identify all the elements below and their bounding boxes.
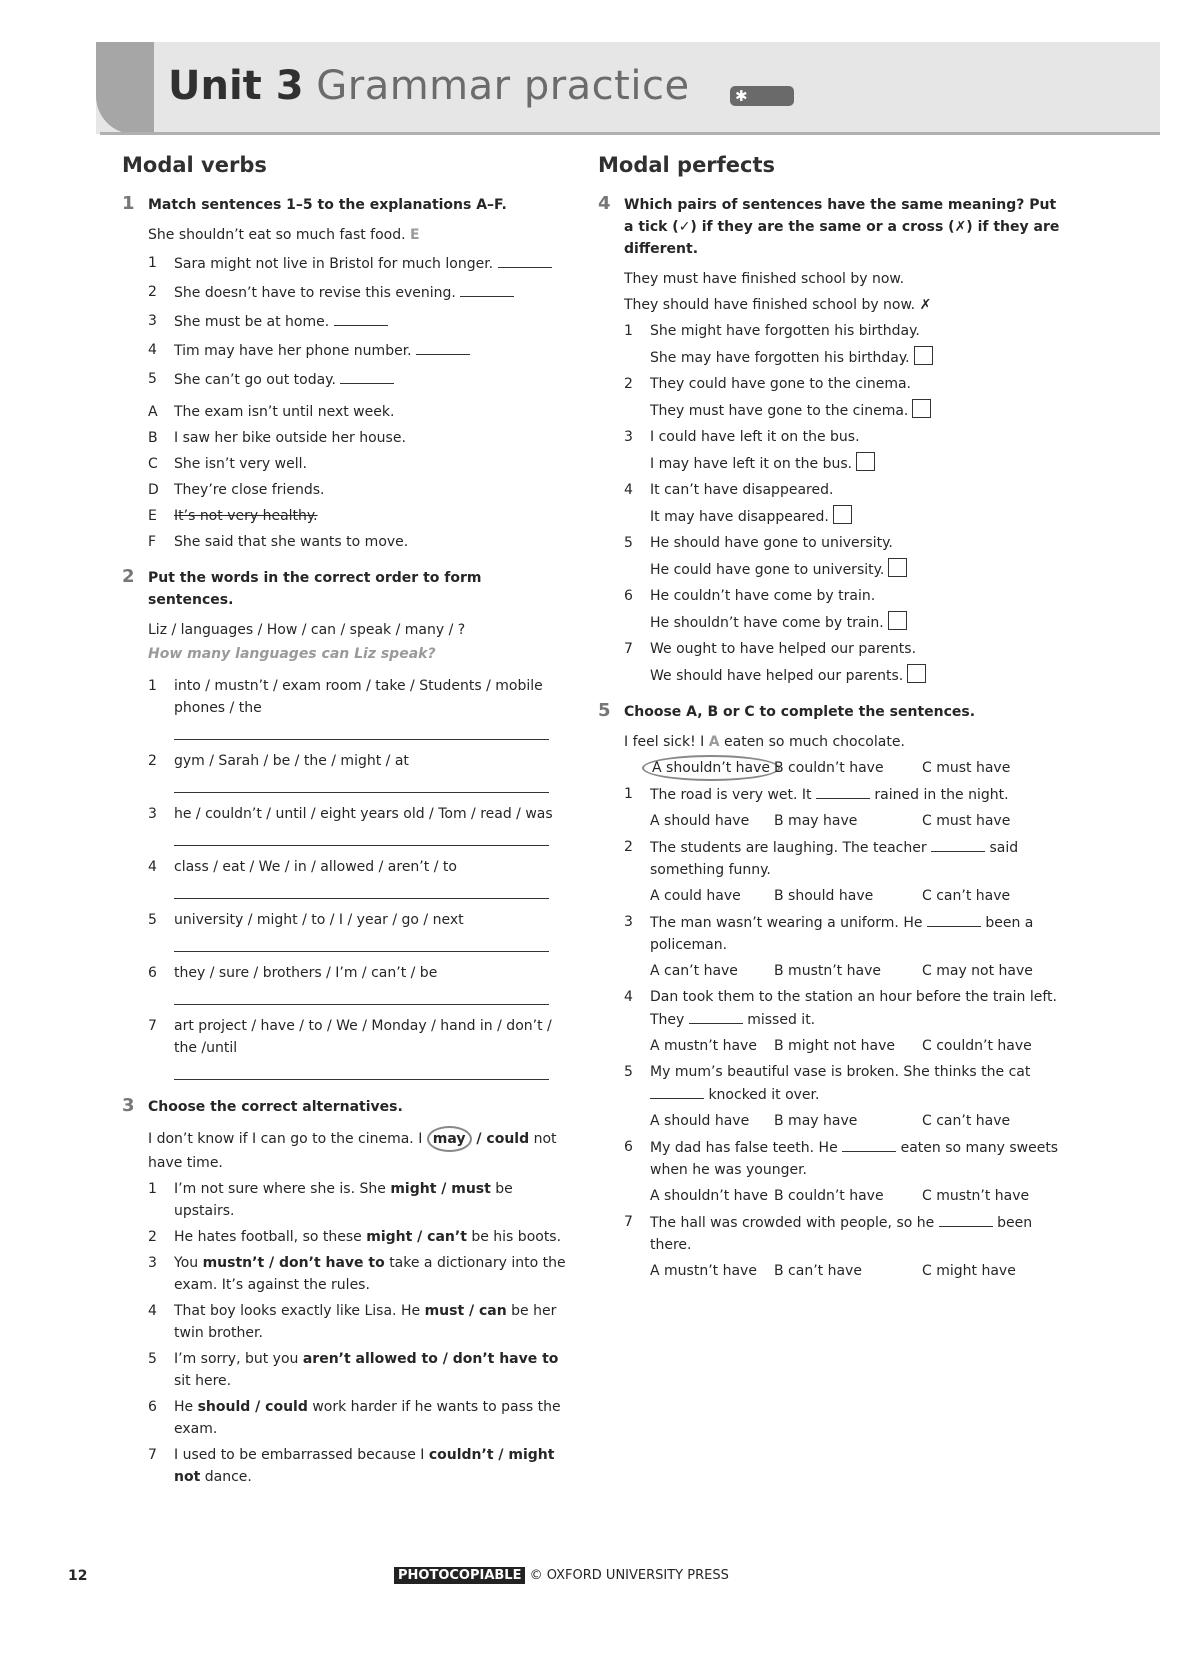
answer-line[interactable] (174, 780, 549, 793)
answer-blank[interactable] (498, 252, 552, 268)
list-item (598, 638, 1068, 660)
list-item (122, 1396, 566, 1440)
item-text: We should have helped our parents. (650, 668, 904, 684)
option-c[interactable]: C might have (922, 1263, 1016, 1279)
item-text: They’re close friends. (174, 482, 325, 498)
item-number: 7 (624, 641, 633, 657)
answer-line[interactable] (174, 886, 549, 899)
option-a[interactable]: A could have (650, 888, 741, 904)
answer-line[interactable] (174, 939, 549, 952)
option-a[interactable]: A shouldn’t have (650, 1188, 769, 1204)
exercise-3-instruction: 3 Choose the correct alternatives. (122, 1095, 403, 1116)
right-column (598, 146, 1068, 1282)
explanation-item (122, 531, 566, 553)
item-text: Sara might not live in Bristol for much longer. (174, 256, 494, 272)
explanation-item (122, 505, 566, 527)
item-text: I may have left it on the bus. (650, 456, 853, 472)
item-number: 4 (624, 989, 633, 1005)
exercise-number: 5 (598, 700, 611, 721)
list-item (598, 479, 1068, 501)
exercise-number: 1 (122, 193, 135, 214)
item-text: be her twin brother. (174, 1303, 557, 1341)
item-number: 2 (148, 1229, 157, 1245)
item-text: My dad has false teeth. He (650, 1140, 838, 1156)
item-number: 4 (148, 1303, 157, 1319)
list-item (122, 1444, 566, 1488)
checkbox[interactable] (856, 452, 875, 471)
list-item (598, 836, 1068, 881)
item-text: been a policeman. (650, 915, 1034, 953)
page-number: 12 (68, 1568, 88, 1584)
left-column (122, 146, 566, 1488)
exercise-3-example: I don’t know if I can go to the cinema. I may / could not have time. (122, 1126, 566, 1174)
star-icon: ✱ (735, 87, 748, 105)
item-text: eaten so many sweets when he was younger. (650, 1140, 1059, 1178)
exercise-2-example-answer: How many languages can Liz speak? (148, 646, 436, 662)
list-item (122, 1300, 566, 1344)
item-number: 3 (624, 429, 633, 445)
option-c[interactable]: C must have (922, 813, 1011, 829)
option-c[interactable]: C may not have (922, 963, 1033, 979)
exercise-5 (598, 701, 1068, 1282)
alternatives[interactable]: aren’t allowed to / don’t have to (302, 1351, 559, 1367)
option-c[interactable]: C must have (922, 760, 1011, 776)
item-text: he / couldn’t / until / eight years old / Tom / read / was (174, 806, 553, 822)
exercise-5-example: I feel sick! I A eaten so much chocolate. (624, 734, 905, 750)
answer-blank[interactable] (689, 1008, 743, 1024)
item-text: They could have gone to the cinema. (650, 376, 911, 392)
option-a[interactable]: A can’t have (650, 963, 738, 979)
answer-blank[interactable] (340, 368, 394, 384)
item-text: work harder if he wants to pass the exam. (174, 1399, 561, 1437)
item-text: You (174, 1255, 199, 1271)
option-c[interactable]: C mustn’t have (922, 1188, 1030, 1204)
answer-blank[interactable] (939, 1211, 993, 1227)
item-number: 4 (624, 482, 633, 498)
option-b[interactable]: B can’t have (774, 1263, 862, 1279)
answer-line[interactable] (174, 1067, 549, 1080)
alternatives[interactable]: couldn’t / might not (174, 1447, 555, 1485)
exercise-number: 3 (122, 1095, 135, 1116)
exercise-1-instruction: 1 Match sentences 1–5 to the explanations A–F. (122, 193, 507, 214)
item-number: F (148, 534, 157, 550)
item-text: I’m not sure where she is. She (174, 1181, 386, 1197)
item-number: 1 (148, 255, 157, 271)
item-number: 1 (624, 786, 633, 802)
item-number: 6 (624, 1139, 633, 1155)
option-b[interactable]: B mustn’t have (774, 963, 881, 979)
explanation-item (122, 453, 566, 475)
item-text: Dan took them to the station an hour before the train left. They (650, 989, 1057, 1028)
item-text: It may have disappeared. (650, 509, 829, 525)
options-row (598, 960, 1068, 982)
list-item (122, 675, 566, 719)
item-text: I saw her bike outside her house. (174, 430, 406, 446)
item-text: Tim may have her phone number. (174, 343, 412, 359)
answer-blank[interactable] (842, 1136, 896, 1152)
options-row (598, 1260, 1068, 1282)
photocopiable-label: PHOTOCOPIABLE (394, 1567, 525, 1584)
item-number: 5 (624, 1064, 633, 1080)
list-item (122, 962, 566, 984)
option-a-circled[interactable]: A shouldn’t have (642, 755, 780, 781)
exercise-5-instruction: 5 Choose A, B or C to complete the sentences. (598, 700, 976, 721)
alternatives[interactable]: might / must (390, 1181, 491, 1197)
answer-blank[interactable] (460, 281, 514, 297)
list-item (122, 1178, 566, 1222)
item-number: 7 (624, 1214, 633, 1230)
options-row (598, 810, 1068, 832)
item-number: 1 (624, 323, 633, 339)
item-number: 1 (148, 1181, 157, 1197)
item-text: She might have forgotten his birthday. (650, 323, 920, 339)
explanation-item (122, 401, 566, 423)
item-text: be upstairs. (174, 1181, 513, 1219)
item-text: He (174, 1399, 194, 1415)
item-text: He should have gone to university. (650, 535, 893, 551)
explanation-item (122, 427, 566, 449)
item-number: 2 (148, 753, 157, 769)
item-text: He shouldn’t have come by train. (650, 615, 884, 631)
options-row (598, 1035, 1068, 1057)
item-text: they / sure / brothers / I’m / can’t / be (174, 965, 438, 981)
item-text: She isn’t very well. (174, 456, 307, 472)
answer-blank[interactable] (931, 836, 985, 852)
exercise-4-instruction: 4 Which pairs of sentences have the same meaning? Put a tick (✓) if they are the same or a cross (✗) if they are different. (598, 193, 1060, 257)
checkbox[interactable] (907, 664, 926, 683)
item-number: 7 (148, 1447, 157, 1463)
section-title-modal-verbs: Modal verbs (122, 153, 267, 177)
exercise-2-instruction: 2 Put the words in the correct order to form sentences. (122, 566, 482, 608)
item-number: 5 (148, 912, 157, 928)
exercise-3 (122, 1096, 566, 1488)
item-number: 6 (148, 965, 157, 981)
list-item (122, 252, 566, 275)
item-text: university / might / to / I / year / go / next (174, 912, 464, 928)
item-text: He couldn’t have come by train. (650, 588, 876, 604)
item-number: 5 (148, 371, 157, 387)
item-text: I used to be embarrassed because I (174, 1447, 425, 1463)
item-text: The road is very wet. It (650, 787, 812, 803)
option-b[interactable]: B might not have (774, 1038, 896, 1054)
list-item (122, 310, 566, 333)
list-item (122, 750, 566, 772)
list-item (598, 585, 1068, 607)
item-number: 1 (148, 678, 157, 694)
item-number: 2 (624, 376, 633, 392)
list-item-b (598, 505, 1068, 528)
list-item (598, 320, 1068, 342)
options-row (598, 1110, 1068, 1132)
alternatives[interactable]: might / can’t (366, 1229, 467, 1245)
list-item (598, 426, 1068, 448)
answer-blank[interactable] (334, 310, 388, 326)
section-title-modal-perfects: Modal perfects (598, 153, 776, 177)
item-text: That boy looks exactly like Lisa. He (174, 1303, 421, 1319)
item-number: 2 (148, 284, 157, 300)
list-item (598, 986, 1068, 1031)
item-text: dance. (204, 1469, 252, 1485)
footer-copyright: PHOTOCOPIABLE © OXFORD UNIVERSITY PRESS (394, 1568, 729, 1583)
list-item (122, 281, 566, 304)
list-item (122, 856, 566, 878)
option-b[interactable]: B couldn’t have (774, 760, 884, 776)
item-number: A (148, 404, 158, 420)
item-text: knocked it over. (708, 1087, 820, 1103)
item-number: 3 (624, 914, 633, 930)
option-c[interactable]: C couldn’t have (922, 1038, 1032, 1054)
item-number: 4 (148, 859, 157, 875)
item-text: rained in the night. (874, 787, 1009, 803)
item-text: The man wasn’t wearing a uniform. He (650, 915, 923, 931)
option-b[interactable]: B should have (774, 888, 874, 904)
item-text: I could have left it on the bus. (650, 429, 860, 445)
list-item (122, 1348, 566, 1392)
alternatives[interactable]: must / can (424, 1303, 507, 1319)
item-number: B (148, 430, 158, 446)
alternatives[interactable]: should / could (197, 1399, 308, 1415)
item-text: The students are laughing. The teacher (650, 840, 927, 856)
list-item (122, 909, 566, 931)
item-number: 3 (148, 1255, 157, 1271)
example-options (598, 757, 1068, 779)
checkbox[interactable] (833, 505, 852, 524)
list-item-b (598, 611, 1068, 634)
item-text: gym / Sarah / be / the / might / at (174, 753, 409, 769)
list-item (122, 1226, 566, 1248)
answer-line[interactable] (174, 727, 549, 740)
list-item-b (598, 399, 1068, 422)
level-badge (730, 86, 794, 106)
list-item (122, 1015, 566, 1059)
checkbox[interactable] (914, 346, 933, 365)
exercise-4-example-a: They must have finished school by now. (624, 271, 905, 287)
option-a[interactable]: A mustn’t have (650, 1263, 757, 1279)
list-item (122, 368, 566, 391)
list-item-b (598, 558, 1068, 581)
answer-blank[interactable] (816, 783, 870, 799)
item-text: My mum’s beautiful vase is broken. She thinks the cat (650, 1064, 1031, 1080)
item-text: The hall was crowded with people, so he (650, 1215, 935, 1231)
exercise-1 (122, 194, 566, 553)
exercise-4 (598, 194, 1068, 687)
option-b[interactable]: B may have (774, 1113, 858, 1129)
title-label: Grammar practice (316, 63, 690, 109)
item-text: sit here. (174, 1373, 232, 1389)
list-item (598, 532, 1068, 554)
options-row (598, 885, 1068, 907)
item-number: 3 (148, 313, 157, 329)
item-text: He hates football, so these (174, 1229, 362, 1245)
answer-blank[interactable] (416, 339, 470, 355)
exercise-2-example: Liz / languages / How / can / speak / many / ? (148, 622, 466, 638)
item-text: He could have gone to university. (650, 562, 885, 578)
item-text: take a dictionary into the exam. It’s against the rules. (174, 1255, 566, 1293)
exercise-2 (122, 567, 566, 1080)
alternatives[interactable]: mustn’t / don’t have to (202, 1255, 385, 1271)
exercise-number: 2 (122, 566, 135, 587)
list-item (598, 911, 1068, 956)
item-text: be his boots. (471, 1229, 562, 1245)
exercise-1-example: She shouldn’t eat so much fast food. E (148, 227, 420, 243)
header-rule (100, 132, 1160, 135)
list-item-b (598, 452, 1068, 475)
explanation-item (122, 479, 566, 501)
example-answer: A (708, 734, 720, 750)
list-item (598, 1061, 1068, 1106)
page-title (168, 64, 690, 108)
list-item (598, 373, 1068, 395)
option-a[interactable]: A should have (650, 1113, 750, 1129)
item-number: 5 (624, 535, 633, 551)
item-number: 3 (148, 806, 157, 822)
item-number: E (148, 508, 157, 524)
list-item (122, 803, 566, 825)
item-text: It can’t have disappeared. (650, 482, 834, 498)
item-text: missed it. (747, 1012, 816, 1028)
answer-blank[interactable] (650, 1083, 704, 1099)
example-answer: E (410, 227, 420, 243)
list-item-b (598, 664, 1068, 687)
header-tab (96, 42, 154, 134)
item-number: D (148, 482, 159, 498)
list-item-b (598, 346, 1068, 369)
item-text: into / mustn’t / exam room / take / Students / mobile phones / the (174, 678, 543, 716)
option-b[interactable]: B couldn’t have (774, 1188, 884, 1204)
item-number: C (148, 456, 158, 472)
option-a[interactable]: A should have (650, 813, 750, 829)
circled-answer: may (427, 1126, 472, 1152)
list-item (598, 1211, 1068, 1256)
checkbox[interactable] (888, 611, 907, 630)
option-a[interactable]: A mustn’t have (650, 1038, 757, 1054)
answer-line[interactable] (174, 992, 549, 1005)
item-text: They must have gone to the cinema. (650, 403, 909, 419)
checkbox[interactable] (912, 399, 931, 418)
item-text: said something funny. (650, 840, 1019, 878)
item-number: 4 (148, 342, 157, 358)
exercise-number: 4 (598, 193, 611, 214)
option-b[interactable]: B may have (774, 813, 858, 829)
answer-line[interactable] (174, 833, 549, 846)
item-text: She doesn’t have to revise this evening. (174, 285, 456, 301)
list-item (598, 1136, 1068, 1181)
item-text: She said that she wants to move. (174, 534, 409, 550)
item-text: art project / have / to / We / Monday / hand in / don’t / the /until (174, 1018, 552, 1056)
checkbox[interactable] (888, 558, 907, 577)
item-number: 7 (148, 1018, 157, 1034)
item-text: It’s not very healthy. (174, 508, 318, 524)
item-number: 6 (624, 588, 633, 604)
list-item (598, 783, 1068, 806)
item-text: class / eat / We / in / allowed / aren’t / to (174, 859, 457, 875)
unit-label: Unit 3 (168, 63, 304, 109)
item-text: been there. (650, 1215, 1033, 1253)
item-number: 2 (624, 839, 633, 855)
item-text: She may have forgotten his birthday. (650, 350, 910, 366)
item-text: She can’t go out today. (174, 372, 336, 388)
item-text: The exam isn’t until next week. (174, 404, 395, 420)
item-text: I’m sorry, but you (174, 1351, 299, 1367)
item-text: She must be at home. (174, 314, 330, 330)
option-c[interactable]: C can’t have (922, 1113, 1011, 1129)
item-number: 6 (148, 1399, 157, 1415)
list-item (122, 1252, 566, 1296)
exercise-4-example-b: They should have finished school by now. ✗ (624, 297, 932, 313)
option-c[interactable]: C can’t have (922, 888, 1011, 904)
item-number: 5 (148, 1351, 157, 1367)
cross-mark: ✗ (919, 297, 932, 313)
item-text: We ought to have helped our parents. (650, 641, 917, 657)
options-row (598, 1185, 1068, 1207)
list-item (122, 339, 566, 362)
answer-blank[interactable] (927, 911, 981, 927)
